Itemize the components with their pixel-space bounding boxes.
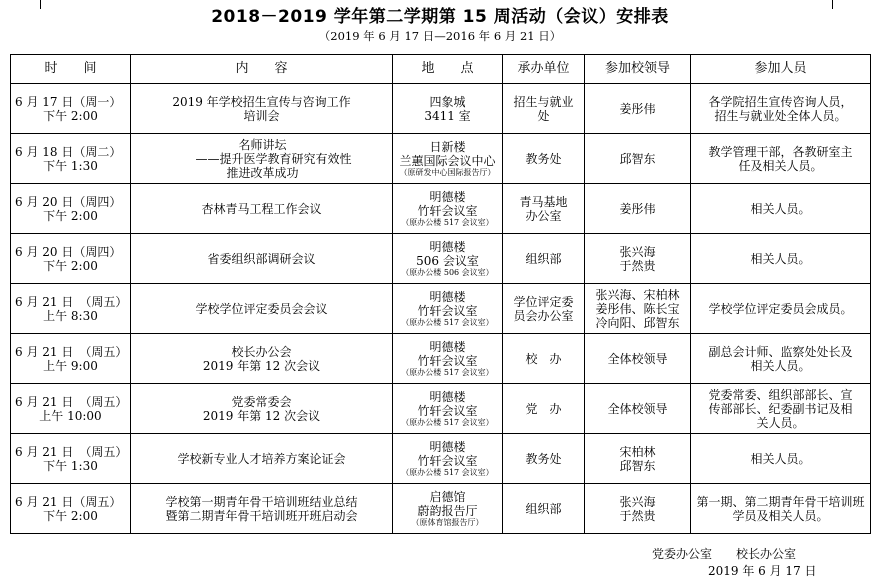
date-range-subtitle: （2019 年 6 月 17 日—2016 年 6 月 21 日） (318, 29, 562, 43)
attendees (691, 184, 871, 234)
meeting-location-line: 竹轩会议室 (417, 203, 478, 218)
meeting-time: 上午 10:00 (39, 408, 102, 423)
location-former-name: （原办公楼 517 会议室） (401, 367, 494, 377)
attendees-line: 相关人员。 (750, 251, 811, 266)
organizer-unit-line: 处 (537, 108, 550, 123)
meeting-location-line: 明德楼 (429, 289, 466, 304)
meeting-content (131, 334, 393, 384)
meeting-location (393, 484, 503, 534)
organizer-unit (503, 384, 585, 434)
organizer-unit-line: 校 办 (525, 351, 562, 366)
attendees (691, 484, 871, 534)
meeting-location (393, 434, 503, 484)
meeting-content-line: 推进改革成功 (226, 165, 299, 180)
meeting-content-line: 学校第一期青年骨干培训班结业总结 (165, 494, 358, 509)
header-organizer: 承办单位 (503, 55, 585, 84)
meeting-date: 6 月 21 日 （周五） (15, 444, 128, 459)
header-time: 时 间 (11, 55, 131, 84)
attendees (691, 334, 871, 384)
attending-leaders (585, 184, 691, 234)
attending-leaders (585, 134, 691, 184)
attending-leaders-line: 邱智东 (619, 458, 656, 473)
organizer-unit (503, 434, 585, 484)
meeting-location-line: 竹轩会议室 (417, 353, 478, 368)
attendees-line: 任及相关人员。 (738, 158, 823, 173)
meeting-location (393, 384, 503, 434)
location-former-name: （原办公楼 517 会议室） (401, 467, 494, 477)
table-row (11, 434, 871, 484)
attending-leaders (585, 234, 691, 284)
attending-leaders-line: 姜彤伟 (619, 201, 656, 216)
meeting-location-line: 明德楼 (429, 239, 466, 254)
attendees-line: 第一期、第二期青年骨干培训班 (696, 494, 865, 509)
attendees (691, 84, 871, 134)
attendees-line: 副总会计师、监察处处长及 (708, 344, 853, 359)
attending-leaders (585, 484, 691, 534)
time-cell (11, 84, 131, 134)
organizer-unit (503, 184, 585, 234)
meeting-content (131, 84, 393, 134)
table-row (11, 234, 871, 284)
table-row (11, 84, 871, 134)
meeting-content-line: 暨第二期青年骨干培训班开班启动会 (165, 508, 358, 523)
meeting-date: 6 月 21 日 （周五） (15, 294, 128, 309)
meeting-location (393, 334, 503, 384)
meeting-date: 6 月 21 日 （周五） (15, 394, 128, 409)
meeting-time: 下午 2:00 (43, 258, 98, 273)
meeting-location-line: 明德楼 (429, 189, 466, 204)
attendees (691, 284, 871, 334)
attendees (691, 234, 871, 284)
attendees-line: 教学管理干部，各教研室主 (708, 144, 853, 159)
table-row (11, 284, 871, 334)
meeting-time: 下午 1:30 (43, 158, 98, 173)
attendees-line: 各学院招生宣传咨询人员， (708, 94, 853, 109)
meeting-content (131, 484, 393, 534)
attendees-line: 关人员。 (756, 415, 805, 430)
attendees-line: 相关人员。 (750, 451, 811, 466)
organizer-unit (503, 484, 585, 534)
meeting-content-line: 2019 年第 12 次会议 (202, 408, 321, 423)
meeting-location-line: 四象城 (429, 94, 466, 109)
issuing-offices: 党委办公室 校长办公室 (652, 547, 797, 561)
location-former-name: （原办公楼 506 会议室） (401, 267, 494, 277)
meeting-content-line: 学校新专业人才培养方案论证会 (177, 451, 346, 466)
organizer-unit-line: 党 办 (525, 401, 562, 416)
meeting-content-line: 学校学位评定委员会会议 (195, 301, 328, 316)
location-former-name: （原办公楼 517 会议室） (401, 217, 494, 227)
table-row (11, 384, 871, 434)
meeting-content-line: 杏林青马工程工作会议 (201, 201, 322, 216)
attending-leaders-line: 冷向阳、邱智东 (595, 315, 680, 330)
meeting-time: 下午 2:00 (43, 108, 98, 123)
attendees-line: 传部部长、纪委副书记及相 (708, 401, 853, 416)
meeting-content-line: 培训会 (243, 108, 280, 123)
meeting-location-line: 兰蕙国际会议中心 (399, 153, 496, 168)
organizer-unit-line: 教务处 (525, 151, 562, 166)
attending-leaders-line: 姜彤伟、陈长宝 (595, 301, 680, 316)
location-former-name: （原办公楼 517 会议室） (401, 317, 494, 327)
time-cell (11, 434, 131, 484)
header-content: 内 容 (131, 55, 393, 84)
attending-leaders-line: 姜彤伟 (619, 101, 656, 116)
organizer-unit (503, 84, 585, 134)
meeting-content-line: 2019 年第 12 次会议 (202, 358, 321, 373)
attending-leaders (585, 284, 691, 334)
attendees (691, 384, 871, 434)
attendees-line: 党委常委、组织部部长、宣 (708, 387, 853, 402)
organizer-unit-line: 招生与就业 (513, 94, 574, 109)
organizer-unit (503, 134, 585, 184)
time-cell (11, 284, 131, 334)
meeting-location-line: 竹轩会议室 (417, 303, 478, 318)
attending-leaders-line: 全体校领导 (607, 401, 668, 416)
organizer-unit-line: 学位评定委 (513, 294, 574, 309)
meeting-content-line: 党委常委会 (231, 394, 292, 409)
meeting-location (393, 84, 503, 134)
time-cell (11, 384, 131, 434)
attending-leaders (585, 434, 691, 484)
attending-leaders (585, 384, 691, 434)
organizer-unit (503, 284, 585, 334)
meeting-date: 6 月 20 日（周四） (15, 194, 122, 209)
header-leaders: 参加校领导 (585, 55, 691, 84)
meeting-date: 6 月 18 日（周二） (15, 144, 122, 159)
meeting-location-line: 蔚韵报告厅 (417, 503, 478, 518)
attendees-line: 相关人员。 (750, 358, 811, 373)
organizer-unit-line: 青马基地 (519, 194, 568, 209)
meeting-content-line: 省委组织部调研会议 (207, 251, 316, 266)
meeting-content-line: ——提升医学教育研究有效性 (195, 151, 352, 166)
schedule-table (10, 54, 871, 534)
meeting-location-line: 506 会议室 (416, 253, 479, 268)
attending-leaders-line: 张兴海、宋柏林 (595, 287, 680, 302)
header-location: 地 点 (393, 55, 503, 84)
meeting-content (131, 434, 393, 484)
page-title: 2018－2019 学年第二学期第 15 周活动（会议）安排表 (211, 7, 669, 27)
meeting-date: 6 月 21 日 （周五） (15, 344, 128, 359)
attending-leaders-line: 于然贵 (619, 508, 656, 523)
meeting-location (393, 134, 503, 184)
meeting-content-line: 名师讲坛 (238, 137, 287, 152)
meeting-time: 下午 2:00 (43, 508, 98, 523)
meeting-content (131, 384, 393, 434)
time-cell (11, 134, 131, 184)
attendees-line: 学员及相关人员。 (732, 508, 829, 523)
organizer-unit (503, 234, 585, 284)
attending-leaders (585, 84, 691, 134)
meeting-location-line: 明德楼 (429, 339, 466, 354)
meeting-location-line: 明德楼 (429, 389, 466, 404)
meeting-content (131, 284, 393, 334)
header-attendees: 参加人员 (691, 55, 871, 84)
meeting-date: 6 月 17 日（周一） (15, 94, 122, 109)
organizer-unit-line: 办公室 (525, 208, 562, 223)
time-cell (11, 334, 131, 384)
meeting-time: 上午 9:00 (43, 358, 98, 373)
table-row (11, 484, 871, 534)
meeting-date: 6 月 21 日（周五） (15, 494, 122, 509)
attendees-line: 相关人员。 (750, 201, 811, 216)
meeting-location (393, 234, 503, 284)
schedule-rows (11, 84, 871, 534)
time-cell (11, 234, 131, 284)
meeting-location-line: 3411 室 (424, 108, 471, 123)
meeting-location-line: 竹轩会议室 (417, 453, 478, 468)
meeting-location (393, 284, 503, 334)
meeting-location (393, 184, 503, 234)
location-former-name: （原体育馆报告厅） (411, 517, 484, 527)
time-cell (11, 184, 131, 234)
meeting-content-line: 校长办公会 (231, 344, 292, 359)
location-former-name: （原研发中心国际报告厅） (399, 167, 496, 177)
meeting-location-line: 竹轩会议室 (417, 403, 478, 418)
meeting-location-line: 日新楼 (429, 139, 466, 154)
organizer-unit-line: 组织部 (525, 251, 562, 266)
meeting-time: 下午 2:00 (43, 208, 98, 223)
meeting-content (131, 234, 393, 284)
table-row (11, 134, 871, 184)
table-row (11, 184, 871, 234)
organizer-unit-line: 组织部 (525, 501, 562, 516)
meeting-content-line: 2019 年学校招生宣传与咨询工作 (172, 94, 351, 109)
attendees-line: 招生与就业处全体人员。 (714, 108, 847, 123)
attending-leaders-line: 邱智东 (619, 151, 656, 166)
attending-leaders-line: 全体校领导 (607, 351, 668, 366)
location-former-name: （原办公楼 517 会议室） (401, 417, 494, 427)
attending-leaders-line: 张兴海 (619, 244, 656, 259)
meeting-time: 上午 8:30 (43, 308, 98, 323)
attending-leaders-line: 宋柏林 (619, 444, 656, 459)
attending-leaders-line: 张兴海 (619, 494, 656, 509)
attendees-line: 学校学位评定委员会成员。 (708, 301, 853, 316)
attendees (691, 134, 871, 184)
meeting-location-line: 启德馆 (429, 489, 466, 504)
issue-date: 2019 年 6 月 17 日 (708, 564, 817, 578)
attendees (691, 434, 871, 484)
meeting-content (131, 134, 393, 184)
organizer-unit (503, 334, 585, 384)
attending-leaders (585, 334, 691, 384)
meeting-time: 下午 1:30 (43, 458, 98, 473)
time-cell (11, 484, 131, 534)
table-header-row (11, 55, 871, 84)
organizer-unit-line: 员会办公室 (513, 308, 574, 323)
meeting-content (131, 184, 393, 234)
organizer-unit-line: 教务处 (525, 451, 562, 466)
attending-leaders-line: 于然贵 (619, 258, 656, 273)
meeting-date: 6 月 20 日（周四） (15, 244, 122, 259)
meeting-location-line: 明德楼 (429, 439, 466, 454)
table-row (11, 334, 871, 384)
